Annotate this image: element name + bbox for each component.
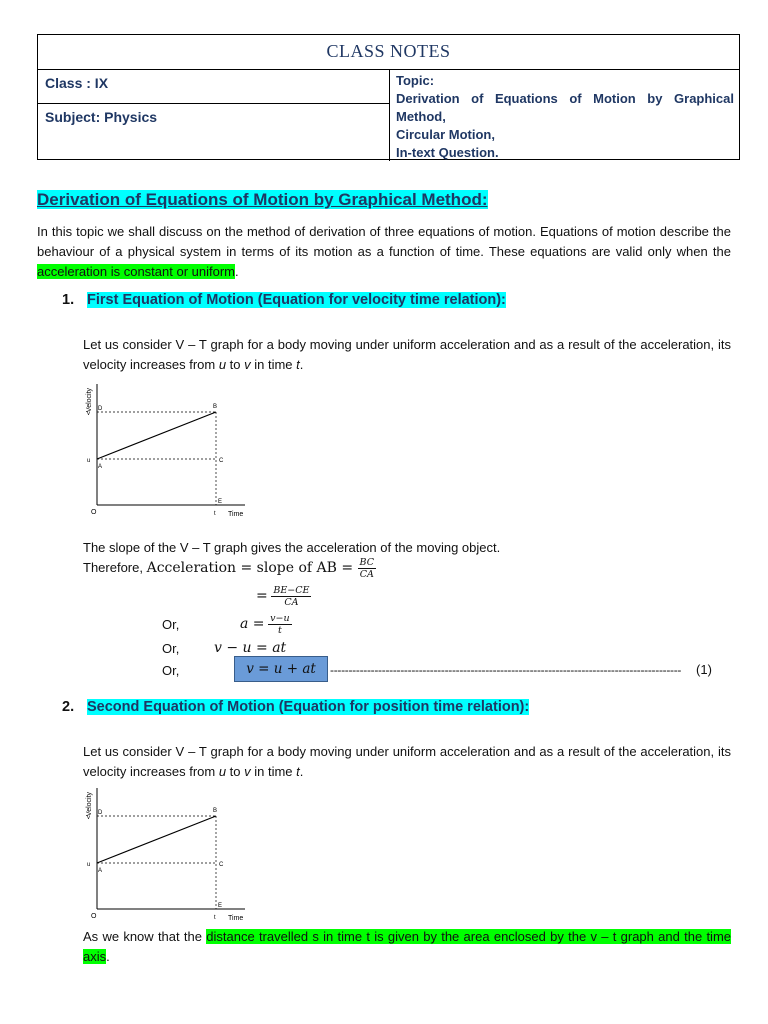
topic-item: Circular Motion, xyxy=(396,127,495,142)
table-divider xyxy=(389,69,390,161)
label-d: D xyxy=(98,406,103,412)
label-b: B xyxy=(213,404,218,410)
label-o: O xyxy=(91,913,97,920)
subject-cell: Subject: Physics xyxy=(45,109,158,125)
or-label: Or, xyxy=(162,641,180,656)
equation-line: v − u = at xyxy=(214,640,287,656)
y-axis-label: Velocity xyxy=(86,387,93,413)
or-label: Or, xyxy=(162,617,180,632)
dash-leader: ----------------------------------------------------------------------------------------------- xyxy=(330,663,682,677)
page-title: CLASS NOTES xyxy=(38,35,739,70)
header-table xyxy=(37,34,740,160)
eq2-heading: 2. Second Equation of Motion (Equation for position time relation): xyxy=(62,699,530,715)
fraction: $\frac{v-u}{t}$ xyxy=(270,613,290,636)
label-c: C xyxy=(219,862,224,868)
x-axis-label: Time xyxy=(228,915,244,922)
fraction: $\frac{BE-CE}{CA}$ xyxy=(273,585,310,608)
vt-graph-1 xyxy=(80,378,255,523)
topic-item: Derivation of Equations of Motion by Graphical Method, xyxy=(396,91,734,124)
label-c: C xyxy=(219,458,224,464)
topic-label: Topic: xyxy=(396,73,435,88)
equation-number: (1) xyxy=(696,662,712,677)
x-axis-label: Time xyxy=(228,511,244,518)
label-o: O xyxy=(91,509,97,516)
or-label: Or, xyxy=(162,663,180,678)
final-equation-box: v = u + at xyxy=(234,656,328,682)
label-u: u xyxy=(87,862,91,868)
label-t: t xyxy=(214,511,216,517)
label-a: A xyxy=(98,464,103,470)
label-d: D xyxy=(98,810,103,816)
label-e: E xyxy=(218,499,223,505)
table-divider xyxy=(38,103,389,104)
acceleration-equation: Therefore, Acceleration = slope of AB = $\frac{BC}{CA}$ xyxy=(83,557,374,580)
label-b: B xyxy=(213,808,218,814)
label-v: v xyxy=(87,815,90,821)
label-v: v xyxy=(87,411,90,417)
slope-text: The slope of the V – T graph gives the acceleration of the moving object. xyxy=(83,540,501,555)
topic-item: In-text Question. xyxy=(396,145,499,160)
equation-line: = $\frac{BE-CE}{CA}$ xyxy=(256,585,310,608)
equation-line: a = $\frac{v-u}{t}$ xyxy=(240,613,290,636)
class-cell: Class : IX xyxy=(45,75,109,91)
label-a: A xyxy=(98,868,103,874)
highlight-text: acceleration is constant or uniform xyxy=(37,264,235,279)
vt-graph-2 xyxy=(80,782,255,927)
label-u: u xyxy=(87,458,91,464)
y-axis-label: Velocity xyxy=(86,791,93,817)
area-paragraph: As we know that the distance travelled s in time t is given by the area enclosed by the v – t graph and the time axis. xyxy=(83,929,732,964)
eq1-consider-paragraph: Let us consider V – T graph for a body moving under uniform acceleration and as a result of the acceleration, its velocity increases from u to v in time t. xyxy=(83,337,731,372)
label-e: E xyxy=(218,903,223,909)
fraction: $\frac{BC}{CA}$ xyxy=(359,557,374,580)
highlight-text: distance travelled s in time t is given by the area enclosed by the v – t graph and the time axis xyxy=(83,929,732,964)
line-ab xyxy=(97,816,216,863)
section-heading: Derivation of Equations of Motion by Graphical Method: xyxy=(37,190,488,209)
topic-cell xyxy=(396,72,734,162)
eq2-consider-paragraph: Let us consider V – T graph for a body moving under uniform acceleration and as a result of the acceleration, its velocity increases from u to v in time t. xyxy=(83,744,731,779)
intro-paragraph: In this topic we shall discuss on the method of derivation of three equations of motion. Equations of motion describe the behaviour of a physical system in terms of its motion as a function of time. These equations are valid only when the acceleration is constant or uniform. xyxy=(37,224,731,279)
line-ab xyxy=(97,412,216,459)
label-t: t xyxy=(214,915,216,921)
eq1-heading: 1. First Equation of Motion (Equation for velocity time relation): xyxy=(62,292,506,308)
